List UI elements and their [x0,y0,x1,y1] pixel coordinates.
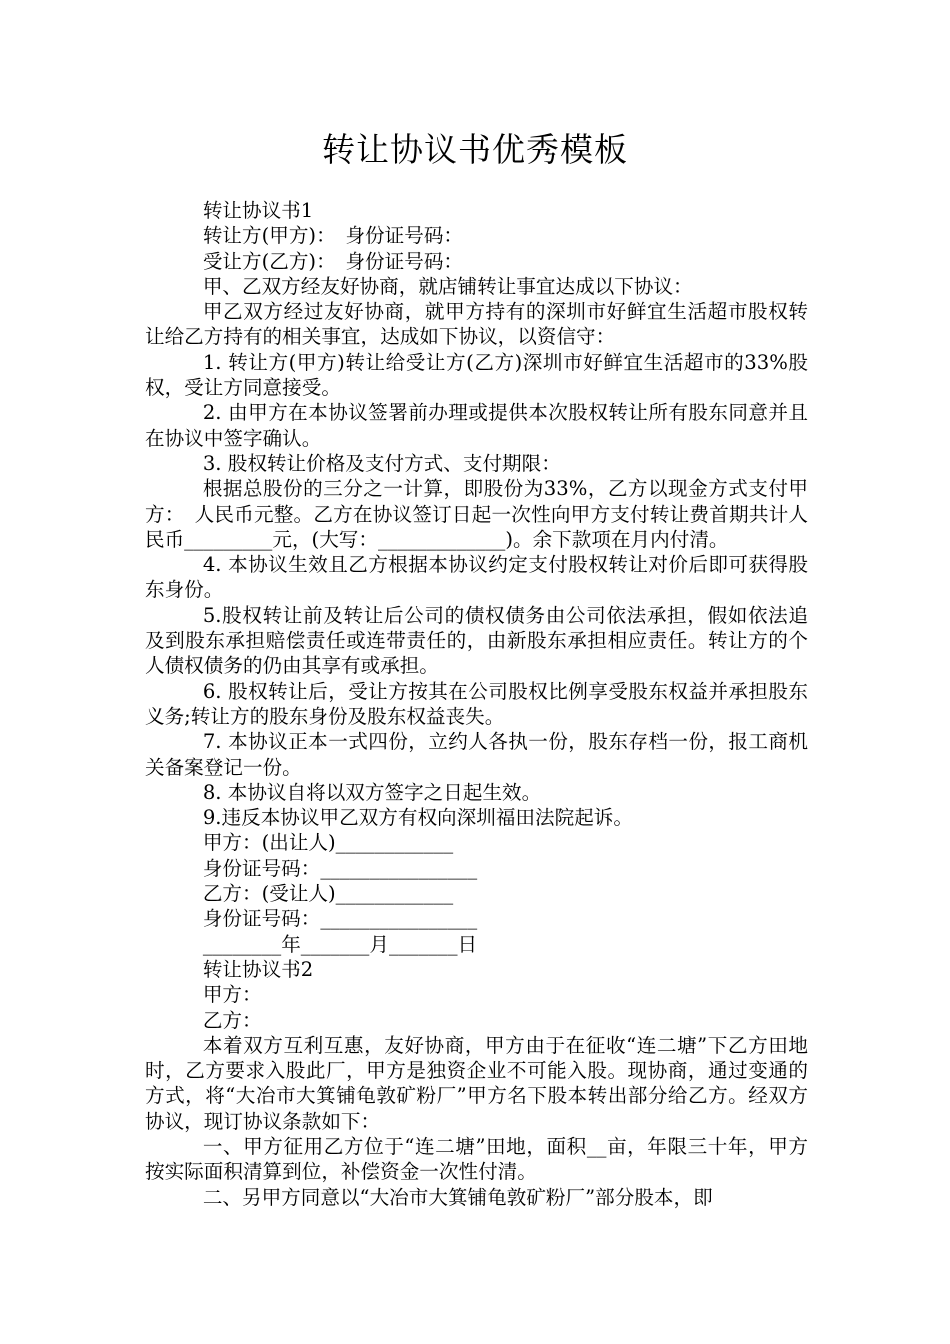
paragraph: 本着双方互利互惠，友好协商，甲方由于在征收“连二塘”下乙方田地时，乙方要求入股此厂，甲方是独资企业不可能入股。现协商，通过变通的方式，将“大冶市大箕铺龟敦矿粉厂”甲方名下股本转出部分给乙方。经双方协议，现订协议条款如下： [145,1033,808,1133]
paragraph: 根据总股份的三分之一计算，即股份为33%，乙方以现金方式支付甲方： 人民币元整。乙方在协议签订日起一次性向甲方支付转让费首期共计人民币_________元，(大写：_____________)。余下款项在月内付清。 [145,477,808,551]
clause: 1. 转让方(甲方)转让给受让方(乙方)深圳市好鲜宜生活超市的33%股权，受让方同意接受。 [145,350,808,400]
party-line: 转让方(甲方)： 身份证号码： [202,224,464,248]
party-line: 乙方： [202,1008,262,1032]
clause: 7. 本协议正本一式四份，立约人各执一份，股东存档一份，报工商机关备案登记一份。 [145,730,808,779]
clause: 5.股权转让前及转让后公司的债权债务由公司依法承担，假如依法追及到股东承担赔偿责任或连带责任的，由新股东承担相应责任。转让方的个人债权债务的仍由其享有或承担。 [145,603,808,678]
id-number-line: 身份证号码：________________ [202,907,478,931]
clause: 3. 股权转让价格及支付方式、支付期限： [202,451,561,475]
section-heading: 转让协议书1 [202,199,314,222]
date-line: ________年_______月_______日 [202,932,478,956]
clause: 二、另甲方同意以“大冶市大箕铺龟敦矿粉厂”部分股本，即 [202,1185,713,1209]
clause: 8. 本协议自将以双方签字之日起生效。 [202,780,542,804]
paragraph: 甲乙双方经过友好协商，就甲方持有的深圳市好鲜宜生活超市股权转让给乙方持有的相关事宜，达成如下协议，以资信守： [145,300,808,349]
clause: 一、甲方征用乙方位于“连二塘”田地，面积__亩，年限三十年，甲方按实际面积清算到位，补偿资金一次性付清。 [145,1134,808,1184]
document-body [145,198,808,1210]
signature-line: 乙方：(受让人)____________ [202,882,454,906]
party-line: 甲方： [202,983,262,1007]
clause: 6. 股权转让后，受让方按其在公司股权比例享受股东权益并承担股东义务;转让方的股东身份及股东权益丧失。 [145,679,808,728]
clause: 2. 由甲方在本协议签署前办理或提供本次股权转让所有股东同意并且在协议中签字确认。 [145,401,808,450]
clause: 9.违反本协议甲乙双方有权向深圳福田法院起诉。 [202,806,633,830]
paragraph: 甲、乙双方经友好协商，就店铺转让事宜达成以下协议： [202,274,693,298]
document-title: 转让协议书优秀模板 [322,130,628,169]
section-heading: 转让协议书2 [202,957,314,981]
signature-line: 甲方：(出让人)____________ [202,831,454,855]
id-number-line: 身份证号码：________________ [202,856,478,880]
clause: 4. 本协议生效且乙方根据本协议约定支付股权转让对价后即可获得股东身份。 [145,553,808,602]
party-line: 受让方(乙方)： 身份证号码： [202,249,464,273]
